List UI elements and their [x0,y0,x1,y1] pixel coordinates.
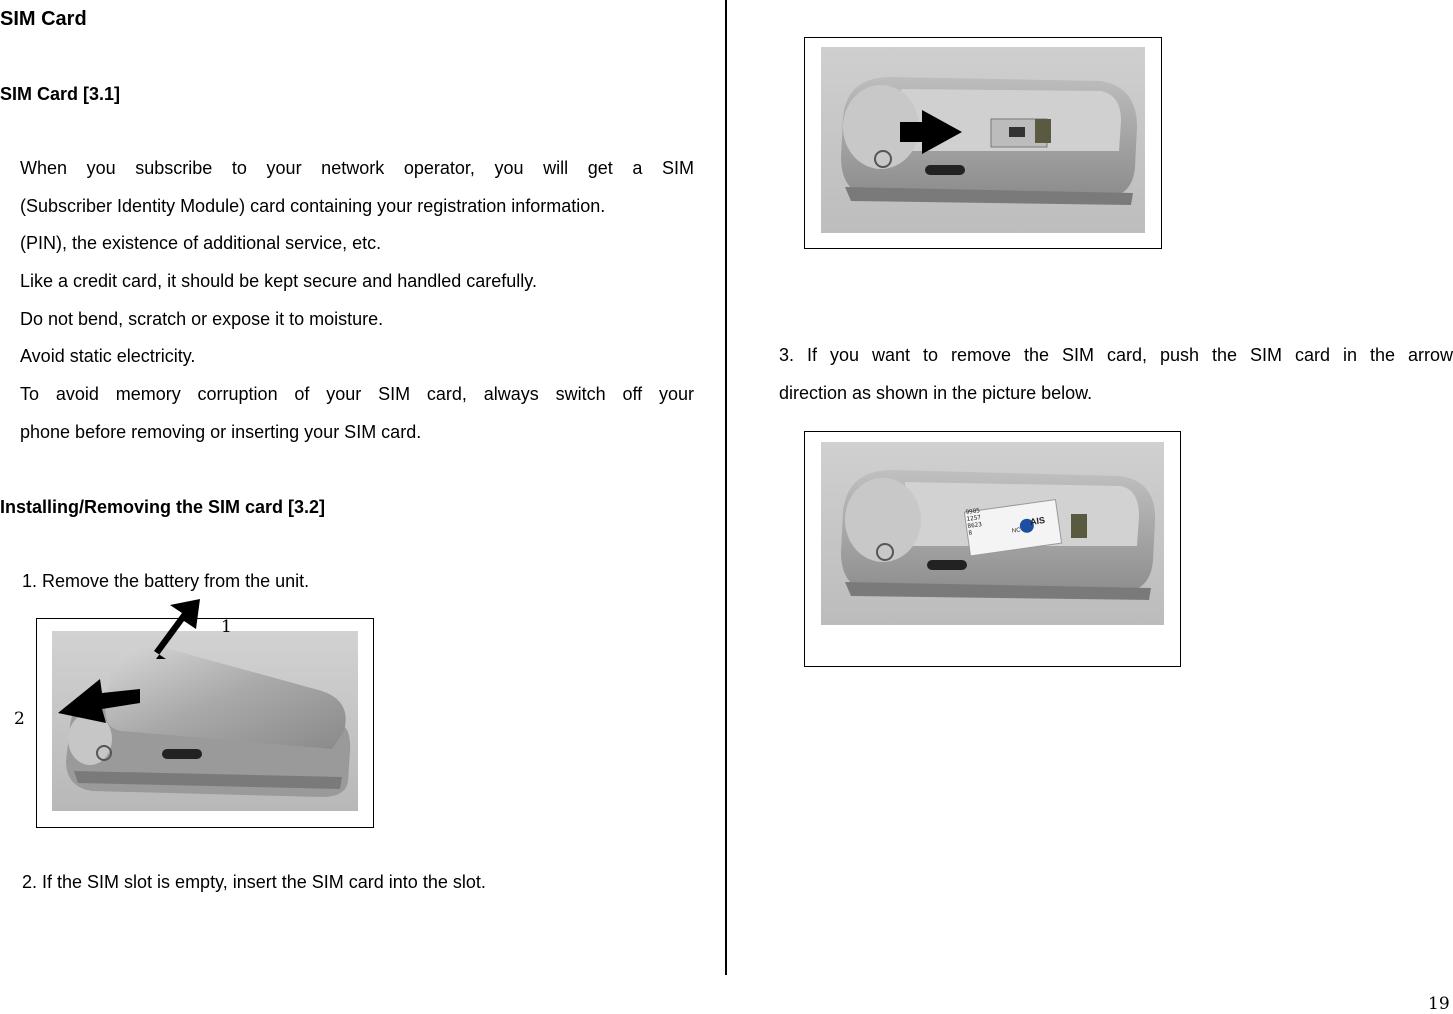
marker-1: 1 [221,617,232,637]
credit-card-line: Like a credit card, it should be kept secure and handled carefully. [20,271,537,291]
sim-card-brand: AIS [1029,515,1046,527]
para2-line2: phone before removing or inserting your SIM card. [20,422,422,442]
sim-card-digits: 9905 1257 8623 8 [965,507,983,537]
para1-line2: (Subscriber Identity Module) card containing your registration information. [20,196,606,216]
para1-line3: (PIN), the existence of additional service, etc. [20,233,382,253]
arrow-icon-lift [50,595,210,725]
step2-text: 2. If the SIM slot is empty, insert the SIM card into the slot. [22,872,486,892]
section-heading-3-1: SIM Card [3.1] [0,84,121,104]
step3-line2: direction as shown in the picture below. [779,383,1093,403]
page-title: SIM Card [0,8,87,30]
section-heading-3-2: Installing/Removing the SIM card [3.2] [0,497,326,517]
arrow-right-icon [896,108,966,158]
step3-line1: 3. If you want to remove the SIM card, push the SIM card in the arrow [779,345,1453,365]
marker-2: 2 [14,709,25,729]
bend-line: Do not bend, scratch or expose it to moisture. [20,309,384,329]
phone-sim-card-photo [821,442,1164,625]
phone-sim-slot-photo [821,47,1145,233]
sim-card-code: NC [1011,527,1022,535]
figure-sim-remove [804,431,1181,667]
static-line: Avoid static electricity. [20,346,196,366]
para1-line1: When you subscribe to your network operator, you will get a SIM [20,158,694,178]
column-divider [725,0,727,975]
step1-text: 1. Remove the battery from the unit. [22,571,310,591]
para2-line1: To avoid memory corruption of your SIM card, always switch off your [20,384,694,404]
page-number: 19 [1428,994,1450,1014]
figure-sim-insert [804,37,1162,249]
